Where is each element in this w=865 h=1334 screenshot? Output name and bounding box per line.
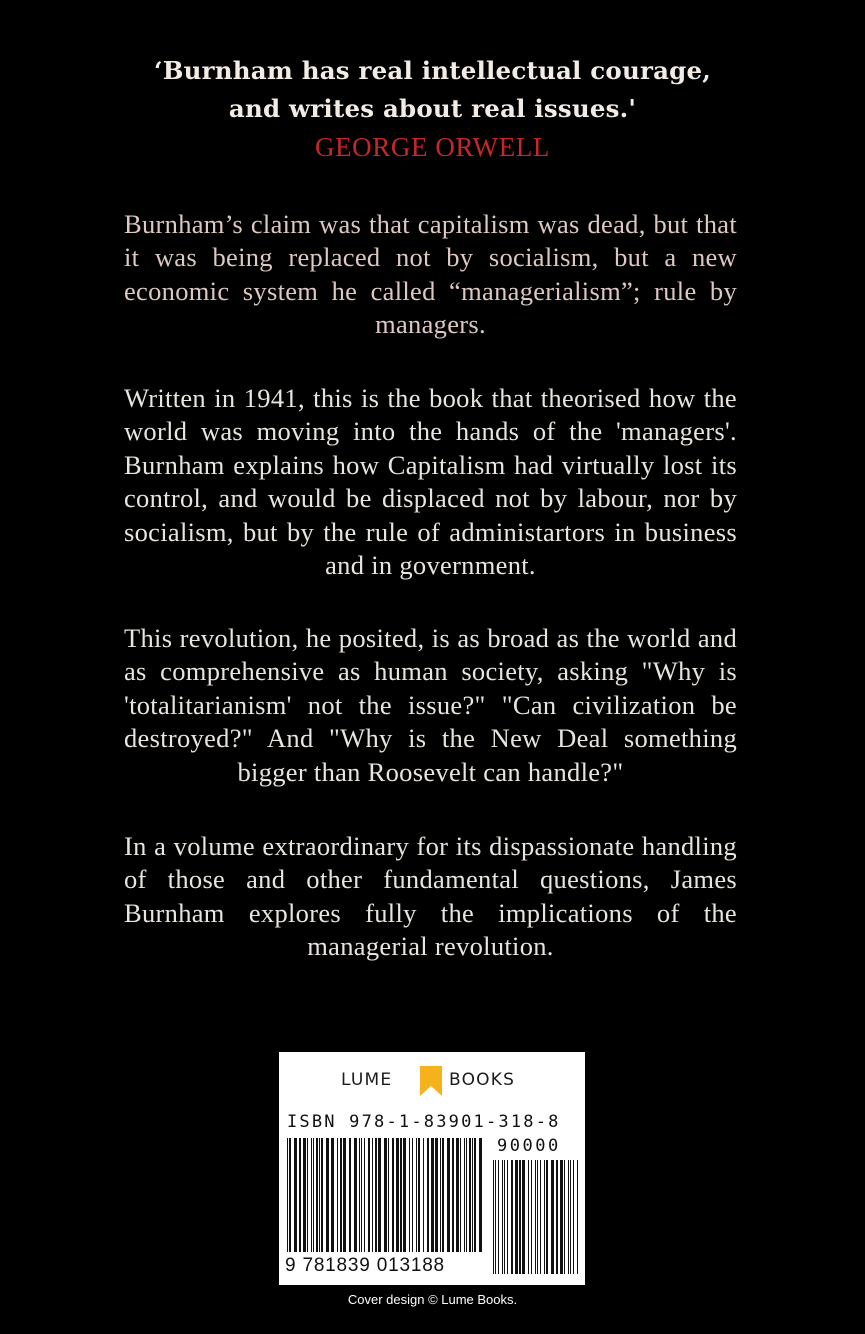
barcode-bar — [466, 1138, 467, 1252]
barcode-bar — [331, 1138, 334, 1252]
barcode-bar — [337, 1138, 338, 1252]
quote-author: GEORGE ORWELL — [314, 132, 551, 162]
addon-bar — [493, 1160, 494, 1274]
barcode-bar — [435, 1138, 438, 1252]
price-addon-number: 90000 — [497, 1136, 561, 1156]
publisher-name-right: BOOKS — [449, 1070, 516, 1090]
barcode-bar — [418, 1138, 420, 1252]
addon-bar — [504, 1160, 505, 1274]
quote-line-1: ‘Burnham has real intellectual courage, — [153, 56, 712, 85]
barcode-bar — [479, 1138, 482, 1252]
addon-bar — [502, 1160, 503, 1274]
barcode-bar — [299, 1138, 301, 1252]
blurb-paragraph-1: Burnham’s claim was that capitalism was dead, but that it was being replaced not by socialism, but a new economic system he called “managerialism”; rule by managers. — [124, 209, 737, 340]
addon-bar — [507, 1160, 508, 1274]
barcode-bar — [400, 1138, 402, 1252]
publisher-name-left: LUME — [341, 1070, 393, 1090]
barcode-bar — [472, 1138, 473, 1252]
barcode-bar — [447, 1138, 450, 1252]
addon-bar — [535, 1160, 536, 1274]
addon-bar — [519, 1160, 521, 1274]
barcode-bar — [375, 1138, 377, 1252]
addon-bar — [537, 1160, 538, 1274]
barcode-bar — [378, 1138, 381, 1252]
addon-bar — [573, 1160, 574, 1274]
barcode-bar — [287, 1138, 288, 1252]
barcode-bar — [361, 1138, 362, 1252]
barcode-bar — [307, 1138, 308, 1252]
isbn-number: ISBN 978-1-83901-318-8 — [287, 1112, 561, 1132]
barcode-bars — [279, 1052, 585, 1285]
addon-bar — [564, 1160, 565, 1274]
addon-bar — [498, 1160, 499, 1274]
barcode-bar — [452, 1138, 454, 1252]
addon-bar — [531, 1160, 532, 1274]
addon-bar — [522, 1160, 525, 1274]
barcode-bar — [303, 1138, 306, 1252]
barcode-bar — [354, 1138, 357, 1252]
barcode-bar — [364, 1138, 365, 1252]
barcode-bar — [423, 1138, 424, 1252]
addon-bar — [568, 1160, 569, 1274]
barcode-bar — [427, 1138, 429, 1252]
barcode-bar — [326, 1138, 329, 1252]
barcode-bar — [289, 1138, 291, 1252]
endorsement-quote — [0, 52, 865, 167]
barcode-bar — [349, 1138, 351, 1252]
addon-bar — [551, 1160, 554, 1274]
cover-credit: Cover design © Lume Books. — [347, 1292, 518, 1307]
addon-bar — [577, 1160, 578, 1274]
blurb-paragraph-4: In a volume extraordinary for its dispassionate handling of those and other fundamental questions, James Burnham explores fully the implications of the managerial revolution. — [124, 831, 737, 962]
barcode-bar — [319, 1138, 320, 1252]
barcode-bar — [343, 1138, 346, 1252]
ean-digits: 9 781839 013188 — [285, 1255, 445, 1276]
barcode-bar — [316, 1138, 318, 1252]
addon-bar — [546, 1160, 548, 1274]
addon-bar — [511, 1160, 513, 1274]
barcode-bar — [464, 1138, 465, 1252]
quote-line-2: and writes about real issues.' — [228, 94, 637, 123]
barcode-bar — [409, 1138, 410, 1252]
addon-bar — [528, 1160, 529, 1274]
barcode-bar — [412, 1138, 413, 1252]
barcode-bar — [460, 1138, 461, 1252]
addon-bar — [560, 1160, 563, 1274]
blurb-paragraph-2: Written in 1941, this is the book that theorised how the world was moving into the hands of the 'managers'. Burnham explains how Capitalism had virtually lost its control, and would be displaced not by labour, nor by socialism, but by the rule of administartors in business and in government. — [124, 383, 737, 581]
barcode-bar — [474, 1138, 476, 1252]
barcode-bar — [313, 1138, 314, 1252]
barcode-bar — [321, 1138, 323, 1252]
barcode-box — [279, 1052, 585, 1285]
barcode-bar — [396, 1138, 399, 1252]
addon-bar — [495, 1160, 496, 1274]
addon-bar — [515, 1160, 518, 1274]
barcode-bar — [456, 1138, 459, 1252]
barcode-bar — [340, 1138, 342, 1252]
barcode-bar — [311, 1138, 312, 1252]
addon-bar — [556, 1160, 558, 1274]
barcode-bar — [294, 1138, 297, 1252]
barcode-bar — [359, 1138, 360, 1252]
barcode-bar — [469, 1138, 471, 1252]
barcode-bar — [440, 1138, 441, 1252]
barcode-bar — [372, 1138, 373, 1252]
addon-bar — [540, 1160, 541, 1274]
barcode-bar — [384, 1138, 387, 1252]
blurb-paragraph-3: This revolution, he posited, is as broad as the world and as comprehensive as human society, asking "Why is 'totalitarianism' not the issue?" "Can civilization be destroyed?" And "Why is the New Deal something bigger than Roosevelt can handle?" — [124, 623, 737, 787]
barcode-bar — [388, 1138, 389, 1252]
barcode-bar — [416, 1138, 417, 1252]
barcode-bar — [392, 1138, 394, 1252]
barcode-bar — [442, 1138, 444, 1252]
addon-bar — [544, 1160, 545, 1274]
barcode-bar — [403, 1138, 406, 1252]
barcode-bar — [368, 1138, 370, 1252]
barcode-bar — [431, 1138, 434, 1252]
addon-bar — [570, 1160, 571, 1274]
